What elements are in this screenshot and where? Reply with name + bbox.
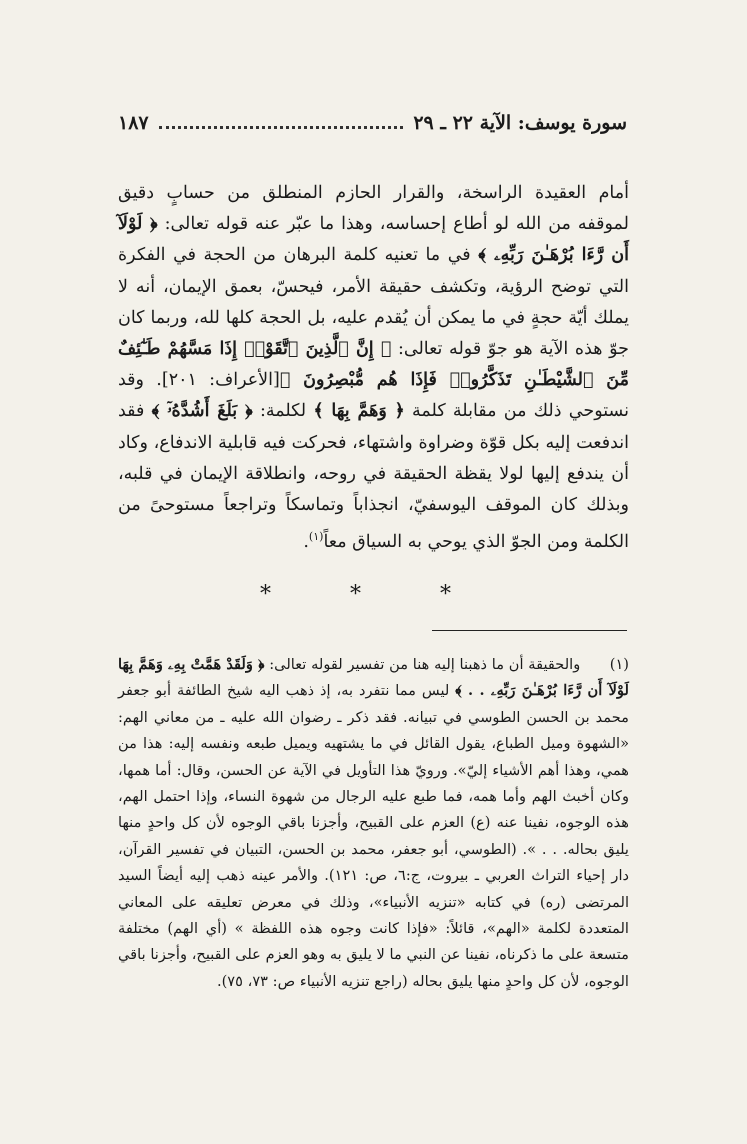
footnote-text-1: والحقيقة أن ما ذهبنا إليه هنا من تفسير لقوله تعالى: [269,656,581,673]
header-dot-leader [159,116,404,129]
footnote-quran-quote: ﴿ وَلَقَدْ هَمَّتْ بِهِۦ وَهَمَّ بِهَا لَوْلَآ أَن رَّءَا بُرْهَـٰنَ رَبِّهِۦ . . ﴾ [118,656,629,700]
body-text-5: فقد اندفعت إليه بكل قوّة وضراوة واشتهاء، فحركت فيه قابلية الاندفاع، وكاد أن يندفع إليها لولا يقظة الحقيقة في روحه، وانطلاقة الإيمان في قلبه، وبذلك كان الموقف اليوسفيّ، انجذاباً وتماسكاً وتراجعاً مستوحىً من الكلمة ومن الجوّ الذي يوحي به السياق معاً [118,401,629,553]
header-title: سورة يوسف: الآية ٢٢ ـ ٢٩ [413,112,627,134]
quran-quote-1: ﴿ لَوْلَآ أَن رَّءَا بُرْهَـٰنَ رَبِّهِۦ ﴾ [118,214,629,266]
body-text-4: لكلمة: [259,401,307,422]
quran-quote-3: ﴿ وَهَمَّ بِهَا ﴾ [313,401,405,422]
body-text-1: أمام العقيدة الراسخة، والقرار الحازم المنطلق من حسابٍ دقيق لموقفه من الله لو أطاع إحساسه، وهذا ما عبّر عنه قوله تعالى: [118,183,629,235]
footnote-text-2: ليس مما نتفرد به، إذ ذهب اليه شيخ الطائفة أبو جعفر محمد بن الحسن الطوسي في تبيانه. فقد ذكر ـ رضوان الله عليه ـ من معاني الهم: «الشهوة وميل الطباع، يقول القائل في ما يشتهيه ويميل طبعه ونفسه إليه: هذا من همي، وهذا أهم الأشياء إليّ». ورويّ هذا التأويل في الآية عن الحسن، وقال: أما همها، وكان أخبث الهم وأما همه، فما طبع عليه الرجال من شهوة النساء، وإذا احتمل الهم، هذه الوجوه، نفينا عنه (ع) العزم على القبيح، وأجزنا باقي الوجوه لأن كل واحدٍ منها يليق بحاله. . . ». (الطوسي، أبو جعفر، محمد بن الحسن، التبيان في تفسير القرآن، دار إحياء التراث العربي ـ بيروت، ج:٦، ص: ١٢١). والأمر عينه ذهب إليه أيضاً السيد المرتضى (ره) في كتابه «تنزيه الأنبياء»، وذلك في معرض تعليقه على المعاني المتعددة لكلمة «الهم»، قائلاً: «فإذا كانت وجوه هذه اللفظة » (أي الهم) مختلفة متسعة على ما ذكرناه، نفينا عن النبي ما لا يليق به وهو العزم على القبيح، وأجزنا باقي الوجوه، لأن كل واحدٍ منها يليق بحاله (راجع تنزيه الأنبياء ص: ٧٣، ٧٥). [118,682,630,990]
quran-quote-4: ﴿ بَلَغَ أَشُدَّهُۥٓ ﴾ [151,401,253,422]
body-text-2: في ما تعنيه كلمة البرهان من الحجة في الفكرة التي توضح الرؤية، وتكشف حقيقة الأمر، فيحسّ، بعمق الإيمان، أنه لا يملك أيّة حجةٍ في ما يمكن أن يُقدم عليه، بل الحجة كلها لله، وربما كان جوّ هذه الآية هو جوّ قوله تعالى: [118,245,629,360]
footnote-number: (١) [609,656,629,673]
section-divider-stars: * * * [260,582,487,607]
footnote-separator [432,630,627,631]
footnote-marker[interactable]: (١) [308,530,324,544]
quran-quote-2: ﴿ إِنَّ ٱلَّذِينَ ٱتَّقَوْا۟ إِذَا مَسَّهُمْ طَـٰٓئِفٌ مِّنَ ٱلشَّيْطَـٰنِ تَذَكَّرُوا۟ فَإِذَا هُم مُّبْصِرُونَ ﴾ [118,339,630,391]
running-header [118,112,627,134]
page-number: ١٨٧ [118,112,149,134]
body-text-3: [الأعراف: ٢٠١]. وقد نستوحي ذلك من مقابلة كلمة [118,370,629,422]
main-paragraph: أمام العقيدة الراسخة، والقرار الحازم المنطلق من حسابٍ دقيق لموقفه من الله لو أطاع إحساسه، وهذا ما عبّر عنه قوله تعالى: ﴿ لَوْلَآ أَن رَّءَا بُرْهَـٰنَ رَبِّهِۦ ﴾ في ما تعنيه كلمة البرهان من الحجة في الفكرة التي توضح الرؤية، وتكشف حقيقة الأمر، فيحسّ، بعمق الإيمان، أنه لا يملك أيّة حجةٍ في ما يمكن أن يُقدم عليه، بل الحجة كلها لله، وربما كان جوّ هذه الآية هو جوّ قوله تعالى: ﴿ إِنَّ ٱلَّذِينَ ٱتَّقَوْا۟ إِذَا مَسَّهُمْ طَـٰٓئِفٌ مِّنَ ٱلشَّيْطَـٰنِ تَذَكَّرُوا۟ فَإِذَا هُم مُّبْصِرُونَ ﴾[الأعراف: ٢٠١]. وقد نستوحي ذلك من مقابلة كلمة ﴿ وَهَمَّ بِهَا ﴾ لكلمة: ﴿ بَلَغَ أَشُدَّهُۥٓ ﴾ فقد اندفعت إليه بكل قوّة وضراوة واشتهاء، فحركت فيه قابلية الاندفاع، وكاد أن يندفع إليها لولا يقظة الحقيقة في روحه، وانطلاقة الإيمان في قلبه، وبذلك كان الموقف اليوسفيّ، انجذاباً وتماسكاً وتراجعاً مستوحىً من الكلمة ومن الجوّ الذي يوحي به السياق معاً$^{(١)}$. [118,183,630,553]
footnote [118,652,629,995]
